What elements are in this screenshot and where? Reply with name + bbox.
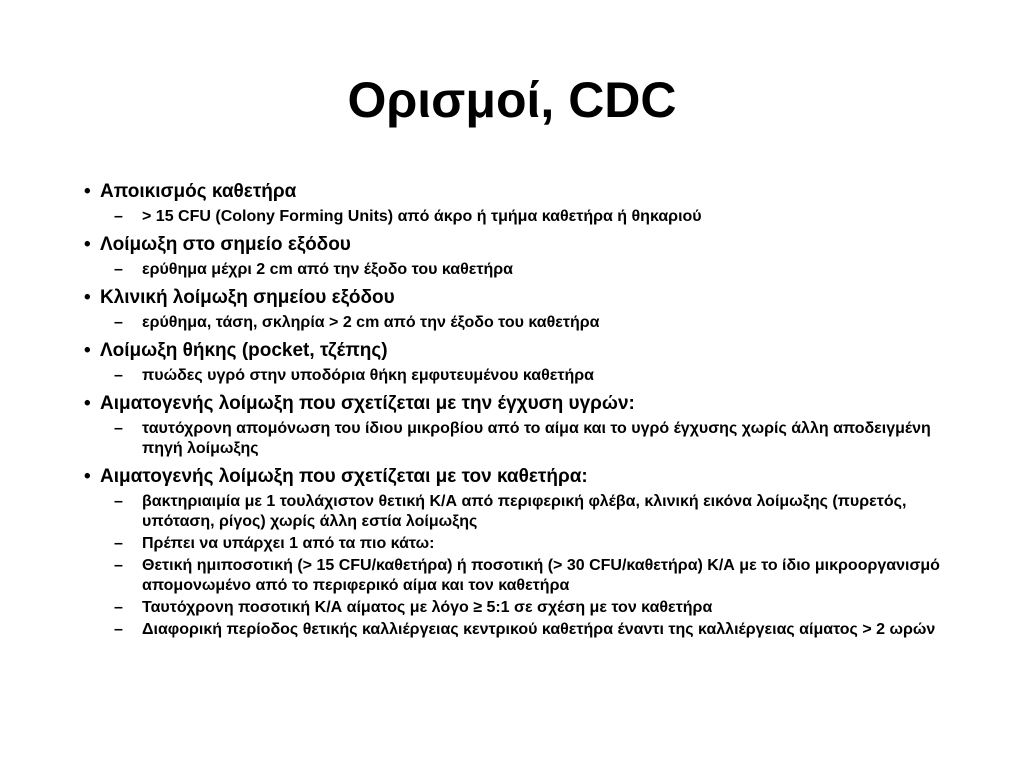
sub-bullet-line [114,556,954,596]
list-item [84,392,984,459]
sub-bullet-line [114,419,954,459]
sub-bullet-line [114,207,954,227]
bullet-list [84,180,984,646]
dash-marker: – [114,599,123,616]
bullet-line [84,465,984,488]
dash-marker: – [114,420,123,437]
bullet-line [84,233,984,256]
sub-bullet-text: > 15 CFU (Colony Forming Units) από άκρο ή τμήμα καθετήρα ή θηκαριού [142,208,702,225]
dash-marker: – [114,493,123,510]
list-item [84,465,984,640]
bullet-text: Αιματογενής λοίμωξη που σχετίζεται με την έγχυση υγρών: [100,393,635,414]
dash-marker: – [114,367,123,384]
dash-marker: – [114,535,123,552]
bullet-text: Κλινική λοίμωξη σημείου εξόδου [100,287,395,308]
dash-marker: – [114,621,123,638]
sub-bullet-list [84,492,984,640]
bullet-line [84,286,984,309]
bullet-line [84,180,984,203]
bullet-marker: • [84,466,91,487]
sub-bullet-line [114,598,954,618]
list-item [84,180,984,227]
sub-bullet-text: πυώδες υγρό στην υποδόρια θήκη εμφυτευμένου καθετήρα [142,367,594,384]
bullet-marker: • [84,234,91,255]
bullet-text: Λοίμωξη θήκης (pocket, τζέπης) [100,340,388,361]
list-item [84,286,984,333]
sub-bullet-list [84,366,984,386]
sub-bullet-line [114,313,954,333]
sub-bullet-line [114,492,954,532]
dash-marker: – [114,261,123,278]
sub-bullet-text: βακτηριαιμία με 1 τουλάχιστον θετική Κ/Α από περιφερική φλέβα, κλινική εικόνα λοίμωξης (πυρετός, υπόταση, ρίγος) χωρίς άλλη εστία λοίμωξης [142,493,907,530]
bullet-text: Αποικισμός καθετήρα [100,181,297,202]
sub-bullet-text: ερύθημα μέχρι 2 cm από την έξοδο του καθετήρα [142,261,513,278]
sub-bullet-list [84,207,984,227]
dash-marker: – [114,208,123,225]
sub-bullet-line [114,534,954,554]
sub-bullet-list [84,313,984,333]
sub-bullet-line [114,366,954,386]
bullet-marker: • [84,340,91,361]
sub-bullet-text: ερύθημα, τάση, σκληρία > 2 cm από την έξοδο του καθετήρα [142,314,600,331]
bullet-marker: • [84,393,91,414]
bullet-text: Αιματογενής λοίμωξη που σχετίζεται με τον καθετήρα: [100,466,588,487]
slide-title: Ορισμοί, CDC [347,72,677,128]
sub-bullet-text: ταυτόχρονη απομόνωση του ίδιου μικροβίου από το αίμα και το υγρό έγχυσης χωρίς άλλη αποδειγμένη πηγή λοίμωξης [142,420,931,457]
bullet-text: Λοίμωξη στο σημείο εξόδου [100,234,351,255]
sub-bullet-text: Πρέπει να υπάρχει 1 από τα πιο κάτω: [142,535,435,552]
sub-bullet-line [114,260,954,280]
sub-bullet-text: Θετική ημιποσοτική (> 15 CFU/καθετήρα) ή ποσοτική (> 30 CFU/καθετήρα) Κ/Α με το ίδιο μικροοργανισμό απομονωμένο από το περιφερικό αίμα και τον καθετήρα [142,557,940,594]
sub-bullet-line [114,620,954,640]
dash-marker: – [114,557,123,574]
sub-bullet-list [84,260,984,280]
bullet-marker: • [84,287,91,308]
dash-marker: – [114,314,123,331]
list-item [84,233,984,280]
bullet-marker: • [84,181,91,202]
bullet-line [84,392,984,415]
list-item [84,339,984,386]
sub-bullet-text: Διαφορική περίοδος θετικής καλλιέργειας κεντρικού καθετήρα έναντι της καλλιέργειας αίματος > 2 ωρών [142,621,936,638]
sub-bullet-list [84,419,984,459]
bullet-line [84,339,984,362]
sub-bullet-text: Ταυτόχρονη ποσοτική Κ/Α αίματος με λόγο ≥ 5:1 σε σχέση με τον καθετήρα [142,599,713,616]
